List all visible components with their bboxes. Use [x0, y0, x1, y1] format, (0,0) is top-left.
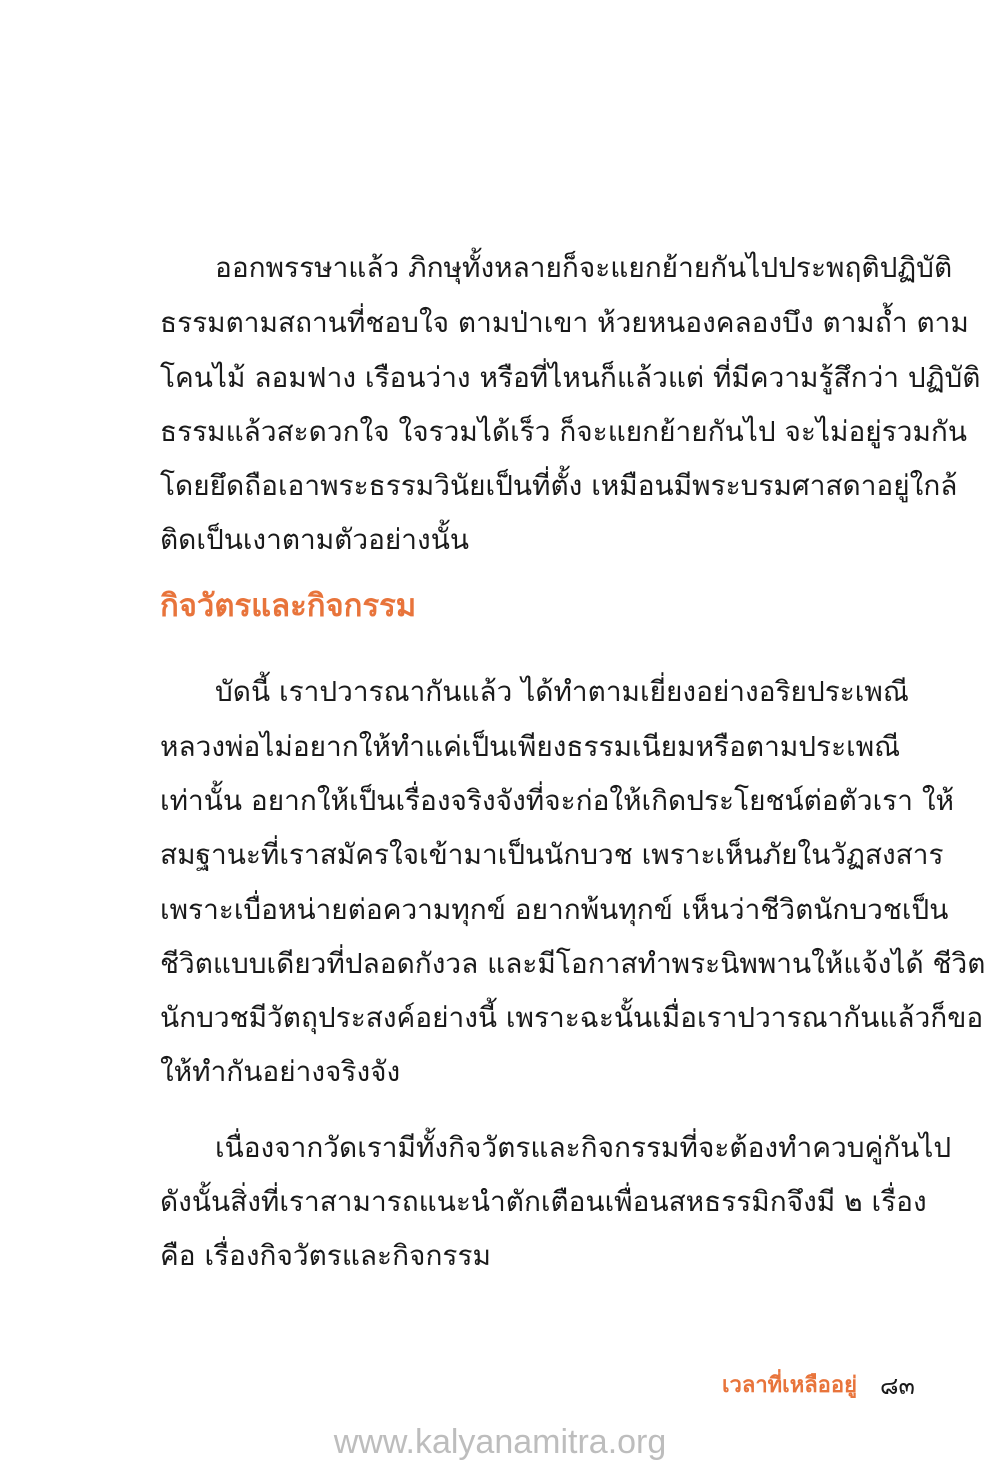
paragraph-line: หลวงพ่อไม่อยากให้ทำแค่เป็นเพียงธรรมเนียมหรือตามประเพณี — [160, 730, 901, 763]
paragraph-line: บัดนี้ เราปวารณากันแล้ว ได้ทำตามเยี่ยงอย่างอริยประเพณี — [215, 675, 909, 708]
watermark-url: www.kalyanamitra.org — [333, 1423, 667, 1461]
paragraph-line: เท่านั้น อยากให้เป็นเรื่องจริงจังที่จะก่อให้เกิดประโยชน์ต่อตัวเรา ให้ — [160, 784, 954, 817]
paragraph-line: เพราะเบื่อหน่ายต่อความทุกข์ อยากพ้นทุกข์ เห็นว่าชีวิตนักบวชเป็น — [160, 893, 949, 926]
paragraph-line: ออกพรรษาแล้ว ภิกษุทั้งหลายก็จะแยกย้ายกันไปประพฤติปฏิบัติ — [215, 251, 953, 284]
paragraph-line: เนื่องจากวัดเรามีทั้งกิจวัตรและกิจกรรมที่จะต้องทำควบคู่กันไป — [215, 1131, 952, 1164]
paragraph-line: ชีวิตแบบเดียวที่ปลอดกังวล และมีโอกาสทำพระนิพพานให้แจ้งได้ ชีวิต — [160, 947, 986, 980]
paragraph-line: ธรรมแล้วสะดวกใจ ใจรวมได้เร็ว ก็จะแยกย้ายกันไป จะไม่อยู่รวมกัน — [160, 415, 968, 448]
paragraph-line: ติดเป็นเงาตามตัวอย่างนั้น — [160, 523, 469, 556]
paragraph-line: สมฐานะที่เราสมัครใจเข้ามาเป็นนักบวช เพราะเห็นภัยในวัฏสงสาร — [160, 838, 944, 871]
footer-book-title: เวลาที่เหลืออยู่ — [721, 1373, 857, 1398]
paragraph-line: โคนไม้ ลอมฟาง เรือนว่าง หรือที่ไหนก็แล้วแต่ ที่มีความรู้สึกว่า ปฏิบัติ — [160, 361, 981, 394]
page-number: ๘๓ — [880, 1372, 915, 1400]
paragraph-line: ดังนั้นสิ่งที่เราสามารถแนะนำตักเตือนเพื่อนสหธรรมิกจึงมี ๒ เรื่อง — [160, 1185, 927, 1218]
paragraph-line: นักบวชมีวัตถุประสงค์อย่างนี้ เพราะฉะนั้นเมื่อเราปวารณากันแล้วก็ขอ — [160, 1001, 984, 1034]
paragraph-line: ธรรมตามสถานที่ชอบใจ ตามป่าเขา ห้วยหนองคลองบึง ตามถ้ำ ตาม — [160, 306, 969, 339]
paragraph-line: คือ เรื่องกิจวัตรและกิจกรรม — [160, 1239, 491, 1272]
paragraph-line: ให้ทำกันอย่างจริงจัง — [160, 1055, 401, 1088]
paragraph-line: โดยยึดถือเอาพระธรรมวินัยเป็นที่ตั้ง เหมือนมีพระบรมศาสดาอยู่ใกล้ — [160, 469, 958, 502]
section-heading: กิจวัตรและกิจกรรม — [160, 588, 417, 624]
